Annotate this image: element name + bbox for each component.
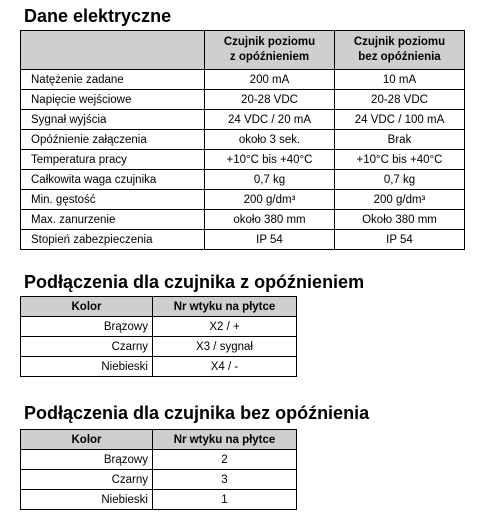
pin-number: 1 [153, 490, 297, 510]
param-label: Max. zanurzenie [21, 210, 205, 230]
section-title-electrical: Dane elektryczne [24, 6, 172, 26]
table-header-row [21, 31, 465, 70]
table-row [21, 70, 465, 90]
header-pin: Nr wtyku na płytce [153, 297, 297, 317]
param-label: Min. gęstość [21, 190, 205, 210]
table-row [21, 210, 465, 230]
value-with-delay: około 3 sek. [205, 130, 335, 150]
value-without-delay: Około 380 mm [335, 210, 465, 230]
table-row [21, 317, 297, 337]
value-with-delay: 200 mA [205, 70, 335, 90]
value-with-delay: 0,7 kg [205, 170, 335, 190]
header-color: Kolor [21, 297, 153, 317]
param-label: Napięcie wejściowe [21, 90, 205, 110]
param-label: Sygnał wyjścia [21, 110, 205, 130]
value-without-delay: Brak [335, 130, 465, 150]
wire-color: Brązowy [21, 317, 153, 337]
table-row [21, 110, 465, 130]
header-color: Kolor [21, 430, 153, 450]
table-row [21, 470, 297, 490]
param-label: Stopień zabezpieczenia [21, 230, 205, 250]
table-row [21, 357, 297, 377]
section-title-with-delay: Podłączenia dla czujnika z opóźnieniem [24, 272, 365, 292]
table-header-row [21, 297, 297, 317]
param-label: Całkowita waga czujnika [21, 170, 205, 190]
table-row [21, 450, 297, 470]
pin-number: X3 / sygnał [153, 337, 297, 357]
header-with-delay: Czujnik poziomu z opóźnieniem [205, 31, 335, 70]
section-title-without-delay: Podłączenia dla czujnika bez opóźnienia [24, 403, 370, 423]
pin-number: 3 [153, 470, 297, 490]
value-without-delay: +10°C bis +40°C [335, 150, 465, 170]
table-row [21, 150, 465, 170]
table-row [21, 490, 297, 510]
connections-without-delay-table [20, 429, 297, 510]
param-label: Opóźnienie załączenia [21, 130, 205, 150]
param-label: Natężenie zadane [21, 70, 205, 90]
wire-color: Niebieski [21, 490, 153, 510]
value-without-delay: 10 mA [335, 70, 465, 90]
table-row [21, 130, 465, 150]
wire-color: Czarny [21, 337, 153, 357]
value-without-delay: 200 g/dm³ [335, 190, 465, 210]
table-row [21, 90, 465, 110]
table-header-row [21, 430, 297, 450]
value-with-delay: 24 VDC / 20 mA [205, 110, 335, 130]
wire-color: Brązowy [21, 450, 153, 470]
pin-number: X2 / + [153, 317, 297, 337]
value-with-delay: 200 g/dm³ [205, 190, 335, 210]
pin-number: 2 [153, 450, 297, 470]
header-pin: Nr wtyku na płytce [153, 430, 297, 450]
value-without-delay: 20-28 VDC [335, 90, 465, 110]
header-empty-cell [21, 31, 205, 70]
table-row [21, 230, 465, 250]
connections-with-delay-table [20, 296, 297, 377]
value-without-delay: IP 54 [335, 230, 465, 250]
table-row [21, 337, 297, 357]
value-with-delay: około 380 mm [205, 210, 335, 230]
pin-number: X4 / - [153, 357, 297, 377]
table-row [21, 170, 465, 190]
electrical-data-table [20, 30, 465, 250]
wire-color: Niebieski [21, 357, 153, 377]
wire-color: Czarny [21, 470, 153, 490]
value-without-delay: 0,7 kg [335, 170, 465, 190]
value-with-delay: IP 54 [205, 230, 335, 250]
value-with-delay: 20-28 VDC [205, 90, 335, 110]
table-row [21, 190, 465, 210]
value-with-delay: +10°C bis +40°C [205, 150, 335, 170]
header-without-delay: Czujnik poziomu bez opóźnienia [335, 31, 465, 70]
param-label: Temperatura pracy [21, 150, 205, 170]
value-without-delay: 24 VDC / 100 mA [335, 110, 465, 130]
